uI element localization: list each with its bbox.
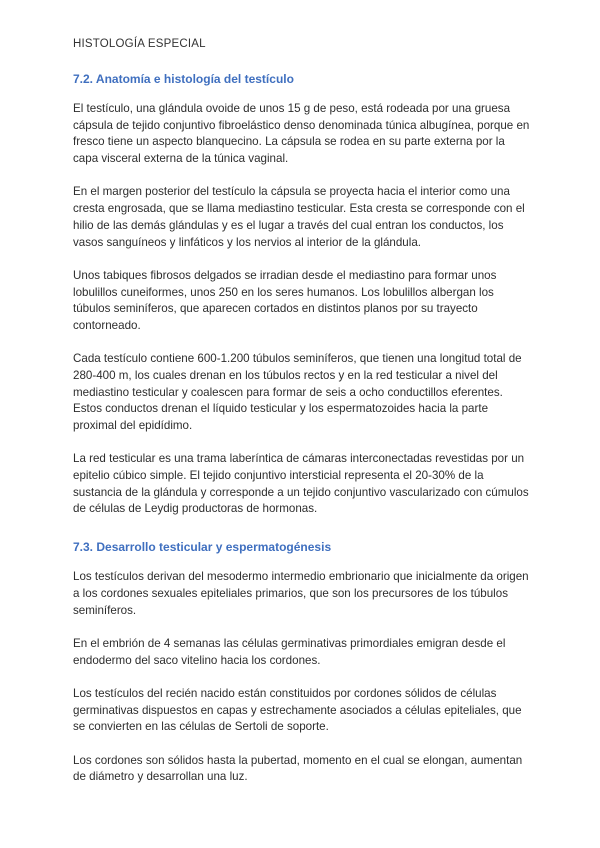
paragraph: La red testicular es una trama laberíntica de cámaras interconectadas revestidas por un epitelio cúbico simple. El tejido conjuntivo intersticial representa el 20-30% de la sustancia de la glándula y corresponde a un tejido conjuntivo vascularizado con cúmulos de células de Leydig productoras de hormonas. [73,452,529,516]
paragraph: En el embrión de 4 semanas las células germinativas primordiales emigran desde el endodermo del saco vitelino hacia los cordones. [73,636,506,667]
paragraph: El testículo, una glándula ovoide de unos 15 g de peso, está rodeada por una gruesa cápsula de tejido conjuntivo fibroelástico denso denominada túnica albugínea, porque en fresco tiene un aspecto blanquecino. La cápsula se rodea en su parte externa por la capa visceral externa de la túnica vaginal. [73,102,530,166]
paragraph: Los testículos derivan del mesodermo intermedio embrionario que inicialmente da origen a los cordones sexuales epiteliales primarios, que son los precursores de los túbulos seminíferos. [73,570,529,617]
section-heading-anatomy: 7.2. Anatomía e histología del testículo [73,72,294,86]
paragraph: Unos tabiques fibrosos delgados se irradian desde el mediastino para formar unos lobulillos cuneiformes, unos 250 en los seres humanos. Los lobulillos albergan los túbulos seminíferos, que aparecen cortados en distintos planos por su trayecto contorneado. [73,268,497,332]
running-header: HISTOLOGÍA ESPECIAL [73,38,206,50]
paragraph: En el margen posterior del testículo la cápsula se proyecta hacia el interior como una cresta engrosada, que se llama mediastino testicular. Esta cresta se corresponde con el hilio de las demás glándulas y es el lugar a través del cual entran los conductos, los vasos sanguíneos y linfáticos y los nervios al interior de la glándula. [73,185,525,249]
section-heading-development: 7.3. Desarrollo testicular y espermatogénesis [73,540,332,555]
paragraph: Los testículos del recién nacido están constituidos por cordones sólidos de células germinativas dispuestos en capas y estrechamente asociados a células epiteliales, que se convierten en las células de Sertoli de soporte. [73,686,522,734]
paragraph: Cada testículo contiene 600-1.200 túbulos seminíferos, que tienen una longitud total de 280-400 m, los cuales drenan en los túbulos rectos y en la red testicular a nivel del mediastino testicular y coalescen para formar de seis a ocho conductillos eferentes. Estos conductos drenan el líquido testicular y los espermatozoides hacia la parte proximal del epidídimo. [73,352,522,433]
paragraph: Los cordones son sólidos hasta la pubertad, momento en el cual se elongan, aumentan de diámetro y desarrollan una luz. [73,753,523,784]
